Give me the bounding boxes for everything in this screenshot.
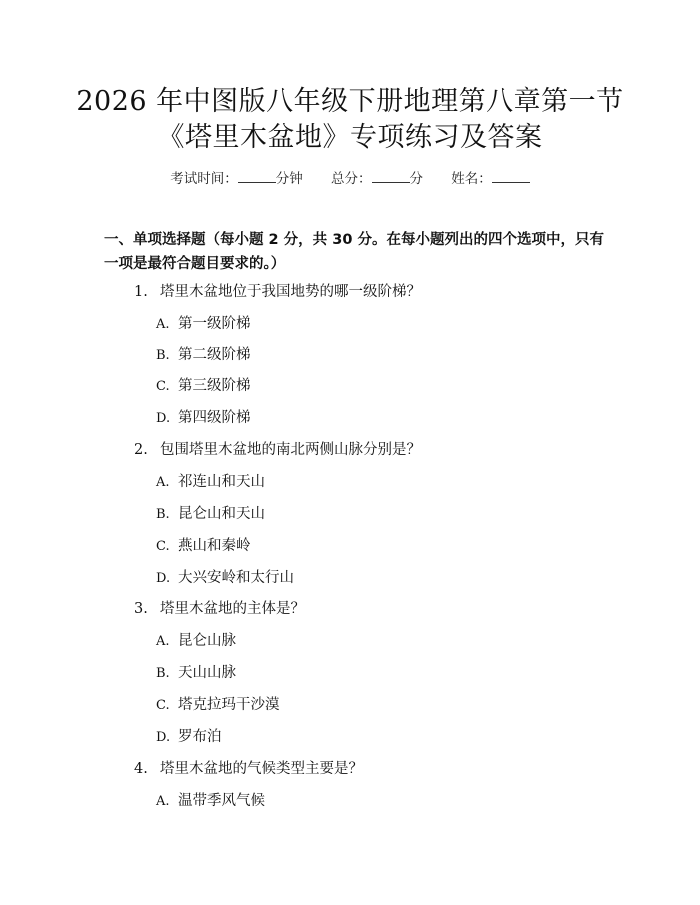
option-text: 塔克拉玛干沙漠 <box>178 697 280 713</box>
question-number: 2. <box>134 442 148 458</box>
option-label: B. <box>156 666 170 681</box>
question-number: 1. <box>134 284 148 300</box>
option-2d <box>156 568 294 589</box>
question-text: 塔里木盆地的气候类型主要是？ <box>160 761 363 777</box>
option-1c <box>156 376 251 397</box>
option-label: A. <box>156 794 170 809</box>
option-label: B. <box>156 507 170 522</box>
option-label: C. <box>156 698 170 713</box>
question-1 <box>134 282 421 302</box>
option-1d <box>156 408 251 429</box>
option-text: 第二级阶梯 <box>178 347 251 363</box>
score-label: 总分： <box>331 171 372 187</box>
option-1a <box>156 314 251 335</box>
option-label: B. <box>156 348 170 363</box>
question-2 <box>134 440 421 460</box>
option-label: D. <box>156 730 171 745</box>
exam-name <box>451 168 530 189</box>
exam-score <box>331 168 423 189</box>
time-blank <box>238 168 276 183</box>
option-text: 大兴安岭和太行山 <box>178 570 294 586</box>
exam-meta <box>0 168 700 189</box>
section-heading: 一、单项选择题（每小题 2 分，共 30 分。在每小题列出的四个选项中，只有一项是最符合题目要求的。） <box>104 232 604 272</box>
option-label: A. <box>156 634 170 649</box>
question-text: 塔里木盆地的主体是？ <box>160 601 305 617</box>
page-subtitle: 《塔里木盆地》专项练习及答案 <box>157 122 543 153</box>
option-2b <box>156 504 265 525</box>
option-text: 昆仑山和天山 <box>178 506 265 522</box>
option-text: 燕山和秦岭 <box>178 538 251 554</box>
option-label: A. <box>156 317 170 332</box>
option-label: D. <box>156 571 171 586</box>
name-blank <box>492 168 530 183</box>
question-text: 塔里木盆地位于我国地势的哪一级阶梯？ <box>160 284 421 300</box>
time-unit: 分钟 <box>275 171 303 187</box>
question-number: 3. <box>134 601 148 617</box>
option-text: 温带季风气候 <box>178 793 265 809</box>
option-3a <box>156 631 236 652</box>
option-text: 第三级阶梯 <box>178 378 251 394</box>
score-blank <box>372 168 410 183</box>
option-text: 祁连山和天山 <box>178 474 265 490</box>
option-3d <box>156 727 222 748</box>
option-2c <box>156 536 251 557</box>
option-text: 第四级阶梯 <box>178 410 251 426</box>
option-1b <box>156 345 251 366</box>
page-title: 2026 年中图版八年级下册地理第八章第一节 <box>76 86 624 117</box>
option-label: D. <box>156 411 171 426</box>
time-label: 考试时间： <box>170 171 238 187</box>
question-number: 4. <box>134 761 148 777</box>
option-label: C. <box>156 379 170 394</box>
option-3c <box>156 695 280 716</box>
score-unit: 分 <box>409 171 423 187</box>
option-text: 第一级阶梯 <box>178 316 251 332</box>
question-3 <box>134 599 305 619</box>
option-text: 罗布泊 <box>178 729 222 745</box>
option-3b <box>156 663 236 684</box>
option-4a <box>156 791 265 812</box>
option-text: 昆仑山脉 <box>178 633 236 649</box>
option-text: 天山山脉 <box>178 665 236 681</box>
option-2a <box>156 472 265 493</box>
exam-time <box>170 168 303 189</box>
option-label: C. <box>156 539 170 554</box>
question-4 <box>134 759 363 779</box>
option-label: A. <box>156 475 170 490</box>
question-text: 包围塔里木盆地的南北两侧山脉分别是？ <box>160 442 421 458</box>
name-label: 姓名： <box>451 171 492 187</box>
